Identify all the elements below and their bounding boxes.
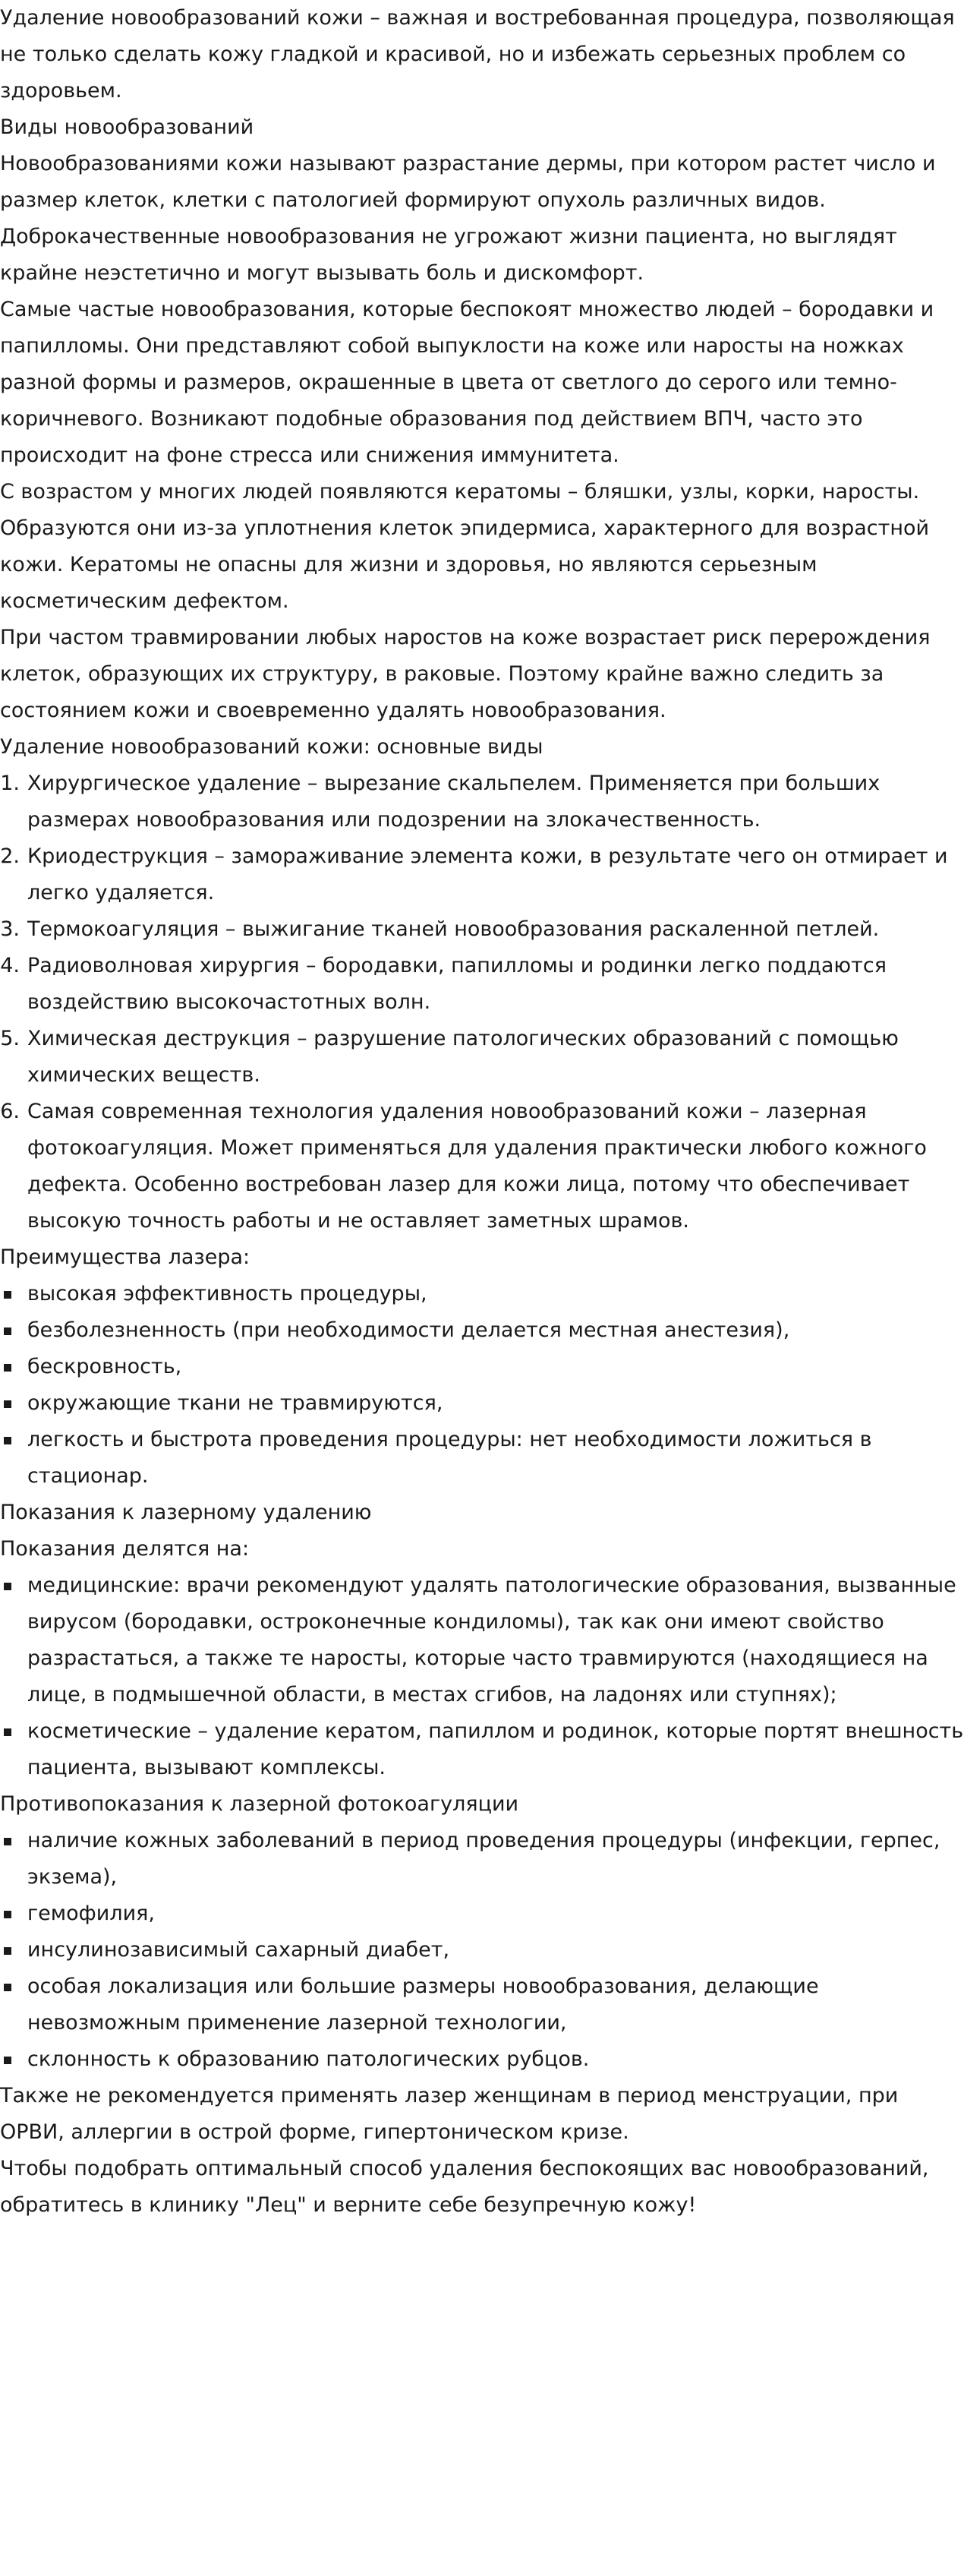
contraindications-list-item: наличие кожных заболеваний в период проведения процедуры (инфекции, герпес, экзема),: [27, 1823, 964, 1896]
intro-paragraph: Удаление новообразований кожи – важная и востребованная процедура, позволяющая не только сделать кожу гладкой и красивой, но и избежать серьезных проблем со здоровьем.: [0, 6, 955, 103]
methods-list-item: Криодеструкция – замораживание элемента кожи, в результате чего он отмирает и легко удаляется.: [27, 844, 948, 904]
contraindications-list: [0, 1823, 964, 2078]
advantages-list-item: окружающие ткани не травмируются,: [27, 1385, 964, 1422]
section-heading-contraindications: Противопоказания к лазерной фотокоагуляции: [0, 1792, 519, 1816]
methods-list-item: Хирургическое удаление – вырезание скальпелем. Применяется при больших размерах новообразования или подозрении на злокачественность.: [27, 772, 881, 832]
paragraph: При частом травмировании любых наростов на коже возрастает риск перерождения клеток, образующих их структуру, в раковые. Поэтому крайне важно следить за состоянием кожи и своевременно удалять новообразования.: [0, 626, 931, 722]
indications-list-item: косметические – удаление кератом, папиллом и родинок, которые портят внешность пациента, вызывают комплексы.: [27, 1713, 964, 1786]
advantages-list-item: бескровность,: [27, 1349, 964, 1385]
advantages-list-item: легкость и быстрота проведения процедуры: нет необходимости ложиться в стационар.: [27, 1422, 964, 1495]
indications-list-item: медицинские: врачи рекомендуют удалять патологические образования, вызванные вирусом (бородавки, остроконечные кондиломы), так как они имеют свойство разрастаться, а также те наросты, которые часто травмируются (находящиеся на лице, в подмышечной области, в местах сгибов, на ладонях или ступнях);: [27, 1567, 964, 1713]
contraindications-list-item: инсулинозависимый сахарный диабет,: [27, 1932, 964, 1968]
section-heading-methods: Удаление новообразований кожи: основные виды: [0, 735, 543, 759]
section-heading-advantages: Преимущества лазера:: [0, 1245, 250, 1269]
indications-list: [0, 1567, 964, 1786]
contraindications-list-item: склонность к образованию патологических рубцов.: [27, 2041, 964, 2078]
indications-intro: Показания делятся на:: [0, 1537, 250, 1561]
methods-list-item: Термокоагуляция – выжигание тканей новообразования раскаленной петлей.: [27, 917, 880, 941]
paragraph: Самые частые новообразования, которые беспокоят множество людей – бородавки и папилломы. Они представляют собой выпуклости на коже или наросты на ножках разной формы и размеров, окрашенные в цвета от светлого до серого или темно-коричневого. Возникают подобные образования под действием ВПЧ, часто это происходит на фоне стресса или снижения иммунитета.: [0, 298, 934, 467]
advantages-list-item: высокая эффективность процедуры,: [27, 1276, 964, 1312]
contraindications-list-item: особая локализация или большие размеры новообразования, делающие невозможным применение лазерной технологии,: [27, 1968, 964, 2041]
paragraph: Новообразованиями кожи называют разрастание дермы, при котором растет число и размер клеток, клетки с патологией формируют опухоль различных видов. Доброкачественные новообразования не угрожают жизни пациента, но выглядят крайне неэстетично и могут вызывать боль и дискомфорт.: [0, 152, 936, 285]
contraindications-list-item: гемофилия,: [27, 1896, 964, 1932]
paragraph: С возрастом у многих людей появляются кератомы – бляшки, узлы, корки, наросты. Образуются они из-за уплотнения клеток эпидермиса, характерного для возрастной кожи. Кератомы не опасны для жизни и здоровья, но являются серьезным косметическим дефектом.: [0, 480, 930, 613]
section-heading-indications: Показания к лазерному удалению: [0, 1501, 372, 1524]
section-heading-types: Виды новообразований: [0, 115, 254, 139]
warning-paragraph: Также не рекомендуется применять лазер женщинам в период менструации, при ОРВИ, аллергии в острой форме, гипертоническом кризе.: [0, 2084, 899, 2144]
methods-list-item: Самая современная технология удаления новообразований кожи – лазерная фотокоагуляция. Может применяться для удаления практически любого кожного дефекта. Особенно востребован лазер для кожи лица, потому что обеспечивает высокую точность работы и не оставляет заметных шрамов.: [27, 1100, 927, 1233]
closing-paragraph: Чтобы подобрать оптимальный способ удаления беспокоящих вас новообразований, обратитесь в клинику "Лец" и верните себе безупречную кожу!: [0, 2157, 929, 2217]
methods-list: [0, 766, 964, 1239]
methods-list-item: Радиоволновая хирургия – бородавки, папилломы и родинки легко поддаются воздействию высокочастотных волн.: [27, 954, 887, 1014]
methods-list-item: Химическая деструкция – разрушение патологических образований с помощью химических веществ.: [27, 1027, 899, 1087]
advantages-list: [0, 1276, 964, 1495]
advantages-list-item: безболезненность (при необходимости делается местная анестезия),: [27, 1312, 964, 1349]
